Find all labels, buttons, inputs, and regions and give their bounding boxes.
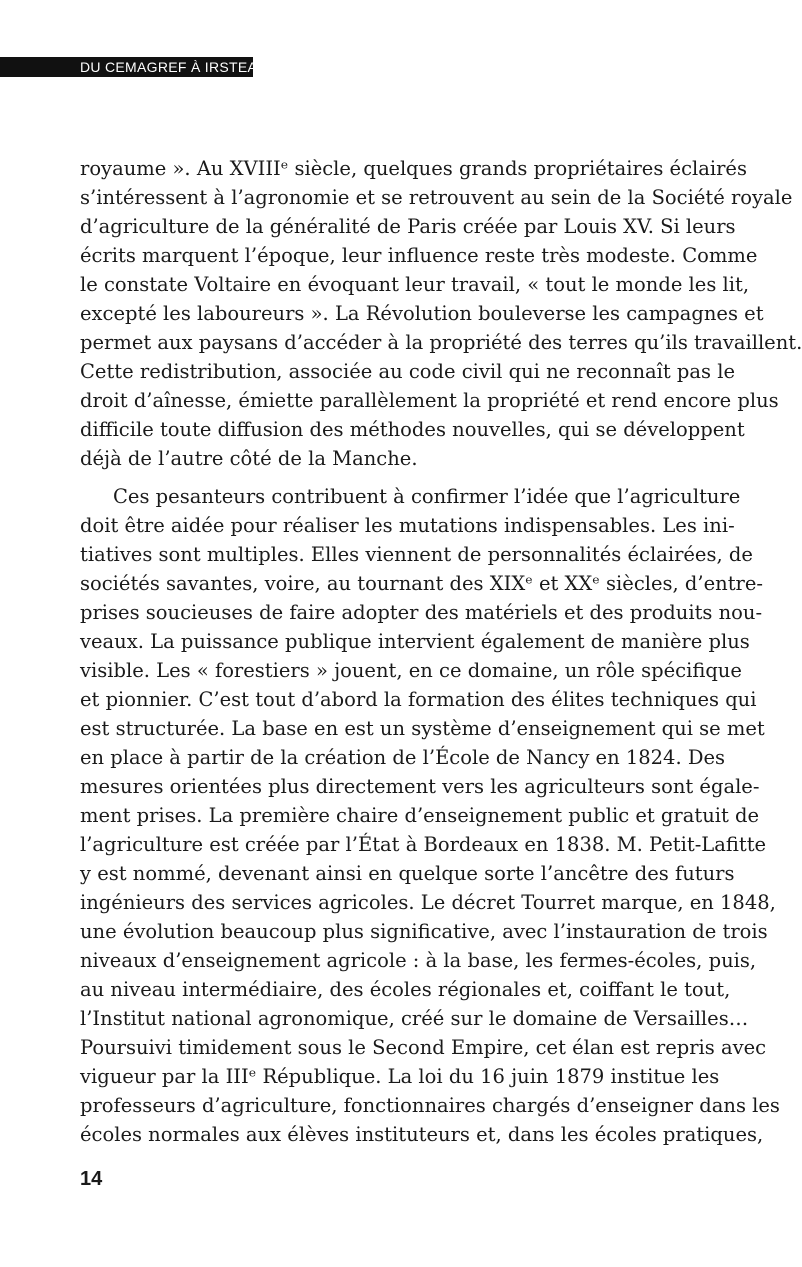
body-text: [80, 154, 802, 1149]
text-line: Cette redistribution, associée au code civil qui ne reconnaît pas le: [80, 360, 735, 383]
text-line: une évolution beaucoup plus significative, avec l’instauration de trois: [80, 920, 768, 943]
text-line: Poursuivi timidement sous le Second Empire, cet élan est repris avec: [80, 1036, 767, 1059]
text-line: ingénieurs des services agricoles. Le décret Tourret marque, en 1848,: [80, 891, 776, 914]
text-line: difficile toute diffusion des méthodes nouvelles, qui se développent: [80, 418, 745, 441]
text-line: professeurs d’agriculture, fonctionnaires chargés d’enseigner dans les: [80, 1094, 780, 1117]
text-line: Ces pesanteurs contribuent à confirmer l’idée que l’agriculture: [113, 485, 741, 508]
text-line: d’agriculture de la généralité de Paris créée par Louis XV. Si leurs: [80, 215, 736, 238]
text-line: prises soucieuses de faire adopter des matériels et des produits nou-: [80, 601, 763, 624]
text-line: tiatives sont multiples. Elles viennent de personnalités éclairées, de: [80, 543, 753, 566]
text-line: et pionnier. C’est tout d’abord la formation des élites techniques qui: [80, 688, 757, 711]
text-line: en place à partir de la création de l’École de Nancy en 1824. Des: [80, 746, 726, 769]
text-line: veaux. La puissance publique intervient également de manière plus: [80, 630, 750, 653]
text-line: vigueur par la IIIᵉ République. La loi du 16 juin 1879 institue les: [80, 1065, 720, 1088]
paragraph: [80, 154, 802, 473]
text-line: permet aux paysans d’accéder à la propriété des terres qu’ils travaillent.: [80, 331, 802, 354]
text-line: ment prises. La première chaire d’enseignement public et gratuit de: [80, 804, 760, 827]
text-line: sociétés savantes, voire, au tournant des XIXᵉ et XXᵉ siècles, d’entre-: [80, 572, 763, 595]
text-line: doit être aidée pour réaliser les mutations indispensables. Les ini-: [80, 514, 735, 537]
text-line: l’Institut national agronomique, créé sur le domaine de Versailles…: [80, 1007, 749, 1030]
text-line: écrits marquent l’époque, leur influence reste très modeste. Comme: [80, 244, 758, 267]
page-number: 14: [80, 1168, 103, 1190]
text-line: niveaux d’enseignement agricole : à la base, les fermes-écoles, puis,: [80, 949, 757, 972]
text-line: excepté les laboureurs ». La Révolution bouleverse les campagnes et: [80, 302, 764, 325]
text-line: droit d’aînesse, émiette parallèlement la propriété et rend encore plus: [80, 389, 779, 412]
text-line: visible. Les « forestiers » jouent, en ce domaine, un rôle spécifique: [80, 659, 742, 682]
text-line: s’intéressent à l’agronomie et se retrouvent au sein de la Société royale: [80, 186, 793, 209]
text-line: déjà de l’autre côté de la Manche.: [80, 447, 418, 470]
text-line: l’agriculture est créée par l’État à Bordeaux en 1838. M. Petit-Lafitte: [80, 833, 767, 856]
text-line: écoles normales aux élèves instituteurs et, dans les écoles pratiques,: [80, 1123, 764, 1146]
text-line: royaume ». Au XVIIIᵉ siècle, quelques grands propriétaires éclairés: [80, 157, 747, 180]
text-line: est structurée. La base en est un système d’enseignement qui se met: [80, 717, 765, 740]
text-line: y est nommé, devenant ainsi en quelque sorte l’ancêtre des futurs: [80, 862, 735, 885]
paragraph: [80, 482, 780, 1149]
text-line: au niveau intermédiaire, des écoles régionales et, coiffant le tout,: [80, 978, 731, 1001]
running-header: DU CEMAGREF À IRSTEA: [0, 57, 253, 77]
text-line: mesures orientées plus directement vers les agriculteurs sont égale-: [80, 775, 760, 798]
text-line: le constate Voltaire en évoquant leur travail, « tout le monde les lit,: [80, 273, 750, 296]
